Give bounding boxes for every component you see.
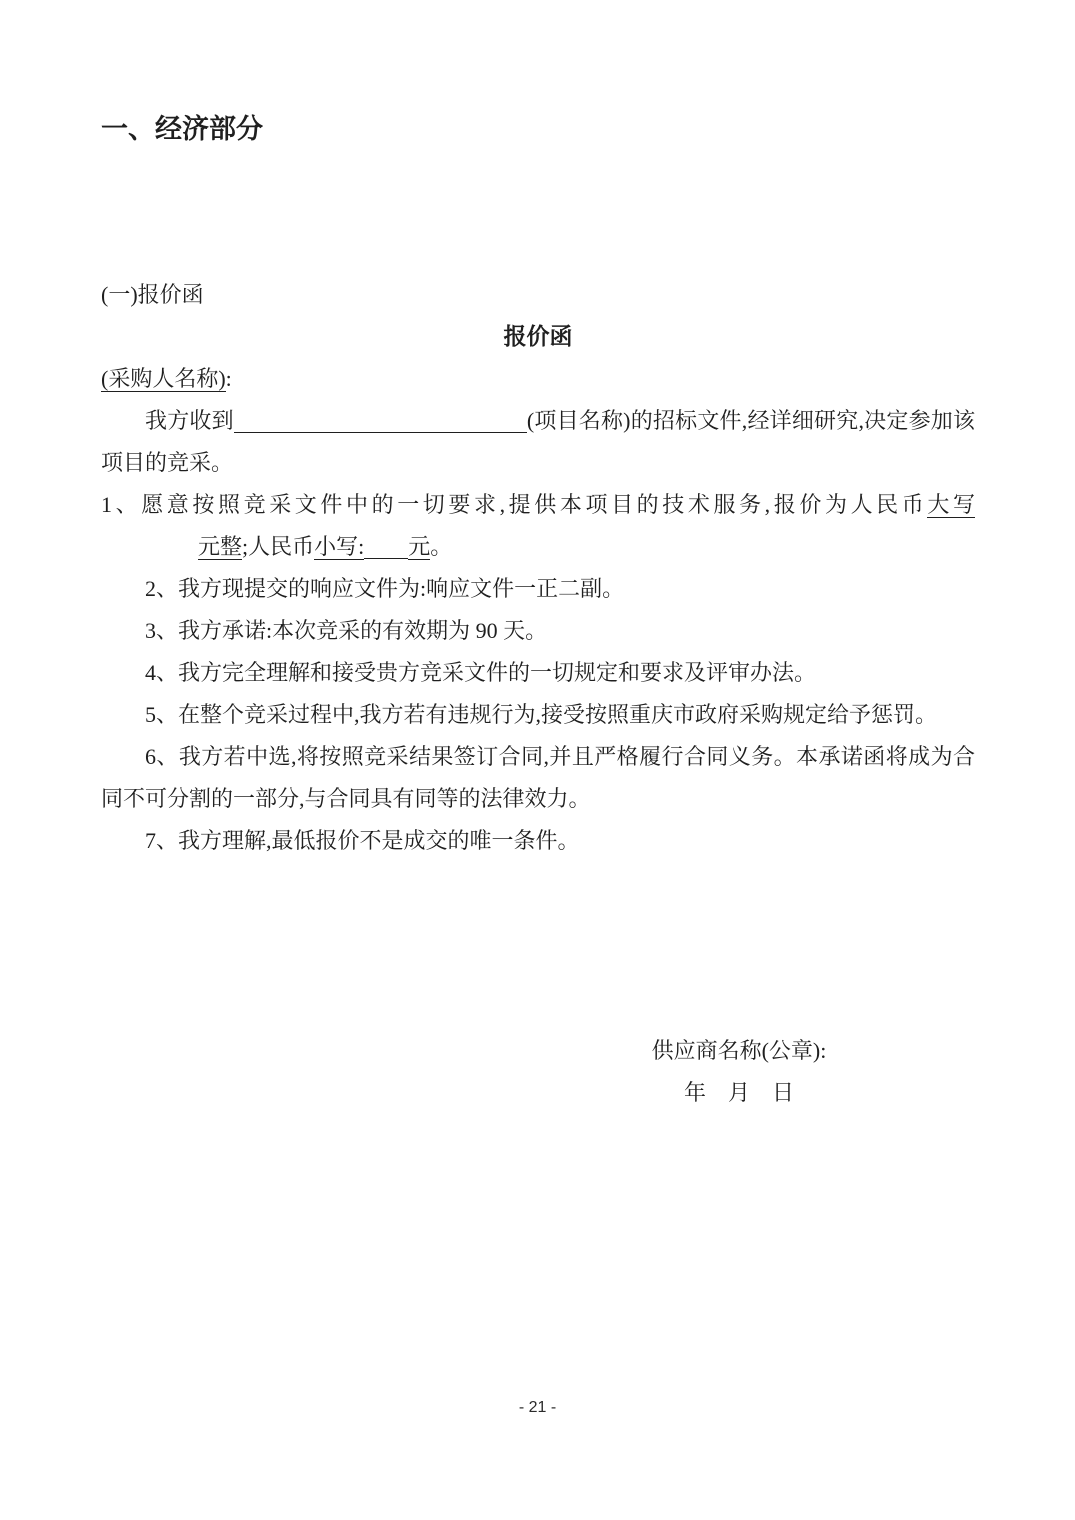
item-1-line-2-text: ;人民币: [242, 534, 315, 559]
salutation-colon: :: [225, 366, 232, 391]
signature-date-line: 年 月 日: [683, 1080, 794, 1105]
quote-item-3: 3、我方承诺:本次竞采的有效期为 90 天。: [145, 618, 548, 643]
subsection-label: (一)报价函: [101, 282, 204, 307]
quote-item-4: 4、我方完全理解和接受贵方竞采文件的一切规定和要求及评审办法。: [145, 660, 817, 685]
quote-item-2: 2、我方现提交的响应文件为:响应文件一正二副。: [145, 576, 625, 601]
item-1-period: 。: [430, 534, 453, 559]
intro-lead: 我方收到: [145, 408, 234, 433]
section-heading: 一、经济部分: [101, 114, 263, 144]
quote-item-6: 6、我方若中选,将按照竞采结果签订合同,并且严格履行合同义务。本承诺函将成为合同不可分割的一部分,与合同具有同等的法律效力。: [101, 744, 975, 811]
quote-item-5: 5、在整个竞采过程中,我方若有违规行为,接受按照重庆市政府采购规定给予惩罚。: [145, 702, 938, 727]
quote-item-1-line-1: [101, 484, 975, 526]
page-number: - 21 -: [518, 1399, 557, 1416]
signature-block: [628, 1030, 850, 1114]
yuan-integer-underlined: 元整: [198, 534, 243, 559]
quote-item-7: 7、我方理解,最低报价不是成交的唯一条件。: [145, 828, 580, 853]
document-body: [101, 112, 975, 862]
intro-paragraph: [101, 400, 975, 484]
document-title: 报价函: [503, 324, 573, 349]
intro-tail: (项目名称)的招标文件,经详细研究,决定参加该项目的竞采。: [101, 408, 975, 475]
amount-in-figures-blank: [364, 558, 408, 559]
amount-in-words-label-underlined: 大写: [927, 492, 975, 517]
project-name-blank: [234, 432, 527, 433]
salutation-line: [101, 358, 975, 400]
signature-supplier-label: 供应商名称(公章):: [651, 1038, 827, 1063]
purchaser-name-underlined: (采购人名称): [101, 366, 226, 391]
quote-item-1-line-2: [101, 526, 975, 568]
item-1-text: 1、愿意按照竞采文件中的一切要求,提供本项目的技术服务,报价为人民币: [101, 492, 928, 517]
amount-in-figures-label-underlined: 小写:: [314, 534, 365, 559]
yuan-unit-underlined: 元: [408, 534, 431, 559]
